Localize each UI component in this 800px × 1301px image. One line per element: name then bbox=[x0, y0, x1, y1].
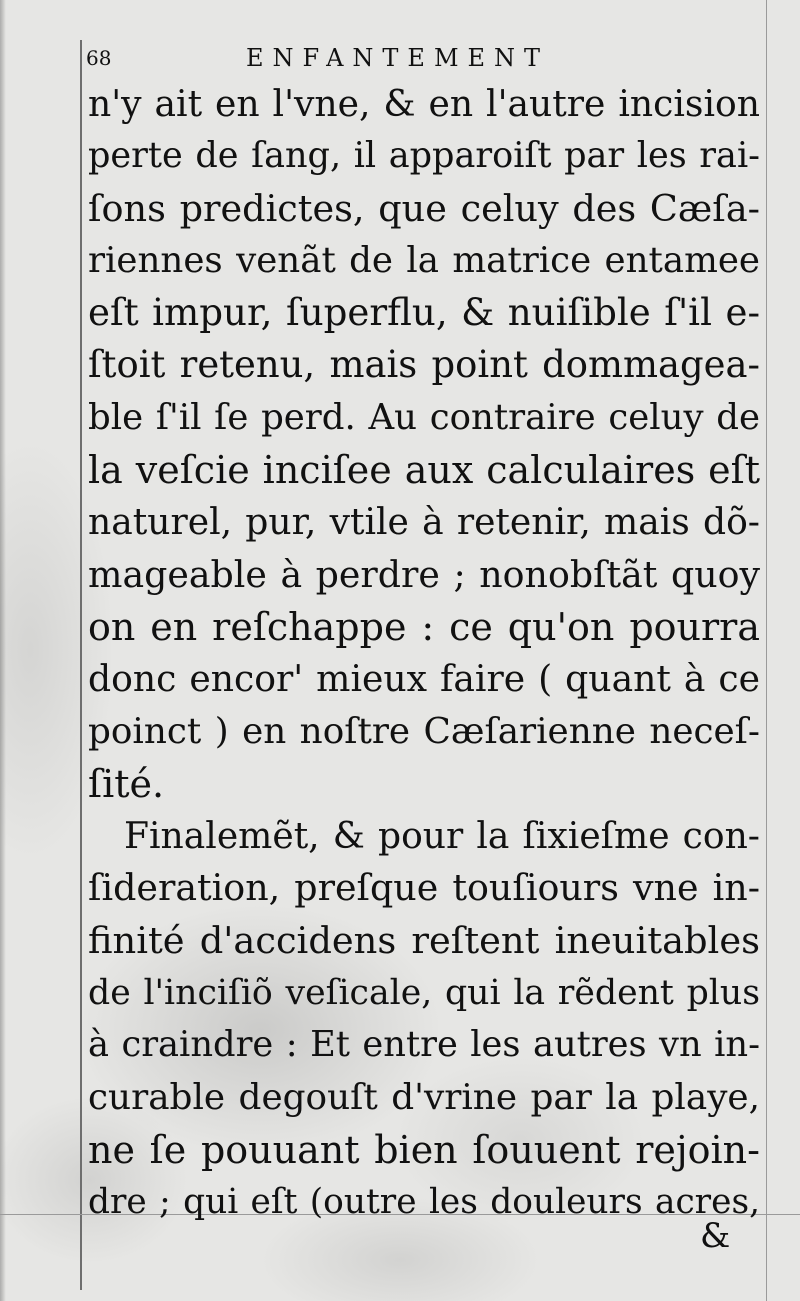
page-edge-shadow bbox=[0, 0, 6, 1301]
text-line: à craindre : Et entre les autres vn in- bbox=[88, 1024, 760, 1066]
page-number: 68 bbox=[86, 46, 112, 70]
text-line: ble ſ'il ſe perd. Au contraire celuy de bbox=[88, 396, 760, 438]
text-line: mageable à perdre ; nonobſtãt quoy bbox=[88, 552, 760, 596]
text-line: perte de ſang, il apparoiſt par les rai- bbox=[88, 135, 760, 177]
text-line: eſt impur, ſuperflu, & nuiſible ſ'il e- bbox=[88, 291, 760, 335]
text-line: ſons predictes, que celuy des Cæſa- bbox=[88, 186, 760, 230]
running-head bbox=[86, 44, 766, 80]
text-line: la veſcie inciſee aux calculaires eſt bbox=[88, 448, 760, 493]
text-line: de l'inciſiõ veſicale, qui la rẽdent plus bbox=[88, 973, 760, 1014]
text-line: ſtoit retenu, mais point dommagea- bbox=[88, 343, 760, 387]
text-line: n'y ait en l'vne, & en l'autre incision bbox=[88, 82, 760, 125]
text-line: poinct ) en noſtre Cæſarienne neceſ- bbox=[88, 710, 760, 752]
text-line: curable degouſt d'vrine par la playe, bbox=[88, 1076, 760, 1118]
body-text bbox=[88, 78, 760, 1229]
text-line: riennes venãt de la matrice entamee bbox=[88, 239, 760, 281]
running-head-title: ENFANTEMENT bbox=[246, 44, 550, 72]
text-line: donc encor' mieux faire ( quant à ce bbox=[88, 657, 760, 701]
text-line: Finalemẽt, & pour la ſixieſme con- bbox=[124, 815, 760, 858]
catchword: & bbox=[700, 1216, 731, 1256]
text-line: ſideration, preſque touſiours vne in- bbox=[88, 866, 760, 910]
text-line: dre ; qui eſt (outre les douleurs acres, bbox=[88, 1182, 760, 1223]
text-line: finité d'accidens reſtent ineuitables bbox=[88, 918, 760, 962]
text-line: ne ſe pouuant bien ſouuent rejoin- bbox=[88, 1127, 760, 1172]
text-line: on en reſchappe : ce qu'on pourra bbox=[88, 604, 760, 649]
right-margin-rule bbox=[766, 0, 767, 1301]
left-margin-rule bbox=[80, 40, 82, 1290]
text-line: ſité. bbox=[88, 761, 165, 806]
text-line: naturel, pur, vtile à retenir, mais dõ- bbox=[88, 501, 760, 544]
